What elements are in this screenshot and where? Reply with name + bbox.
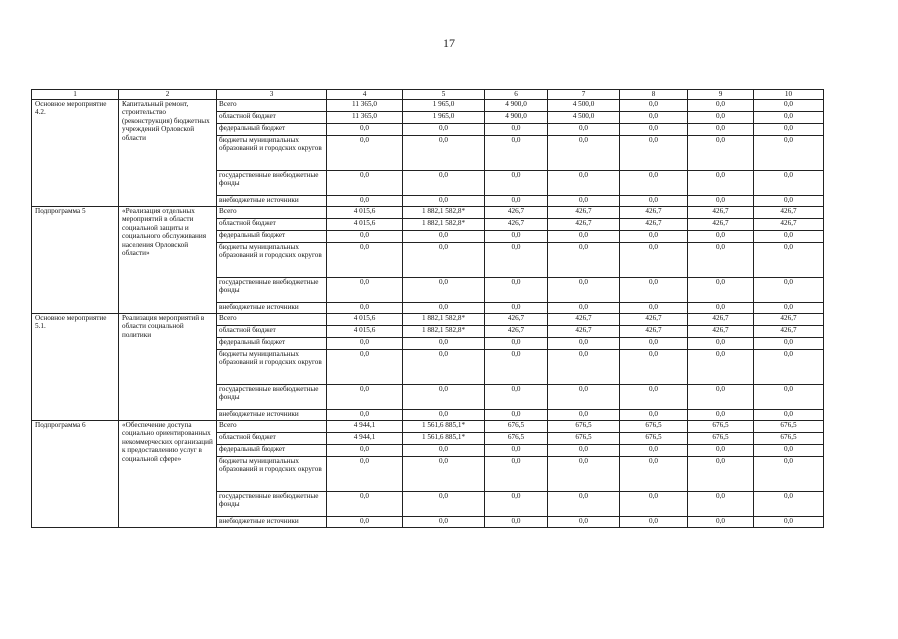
amount-cell: 1 882,1 582,8* [403,326,485,338]
amount-cell: 426,7 [548,326,620,338]
amount-cell: 0,0 [548,350,620,385]
table-row [32,421,824,433]
funding-source-cell: бюджеты муниципальных образований и городских округов [217,136,327,171]
column-number: 5 [403,90,485,100]
amount-cell: 0,0 [620,410,688,421]
amount-cell: 0,0 [688,338,754,350]
amount-cell: 0,0 [688,410,754,421]
amount-cell: 426,7 [620,314,688,326]
amount-cell: 0,0 [754,100,824,112]
amount-cell: 676,5 [754,421,824,433]
amount-cell: 426,7 [754,326,824,338]
column-number: 8 [620,90,688,100]
amount-cell: 0,0 [754,457,824,492]
amount-cell: 0,0 [327,231,403,243]
amount-cell: 0,0 [485,350,548,385]
amount-cell: 0,0 [620,100,688,112]
amount-cell: 0,0 [403,492,485,517]
amount-cell: 676,5 [548,433,620,445]
amount-cell: 426,7 [485,219,548,231]
amount-cell: 0,0 [620,445,688,457]
page-number: 17 [443,36,455,50]
amount-cell: 0,0 [327,385,403,410]
amount-cell: 0,0 [688,243,754,278]
amount-cell: 0,0 [620,278,688,303]
funding-source-cell: областной бюджет [217,219,327,231]
amount-cell: 0,0 [485,385,548,410]
amount-cell: 426,7 [754,314,824,326]
amount-cell: 676,5 [688,433,754,445]
funding-source-cell: Всего [217,314,327,326]
amount-cell: 0,0 [548,171,620,196]
funding-source-cell: Всего [217,100,327,112]
column-number: 7 [548,90,620,100]
amount-cell: 0,0 [403,196,485,207]
amount-cell: 0,0 [548,492,620,517]
funding-source-cell: федеральный бюджет [217,231,327,243]
funding-source-cell: федеральный бюджет [217,445,327,457]
amount-cell: 0,0 [485,457,548,492]
funding-source-cell: внебюджетные источники [217,517,327,528]
program-name-cell: Подпрограмма 6 [32,421,119,528]
amount-cell: 0,0 [548,243,620,278]
amount-cell: 676,5 [754,433,824,445]
amount-cell: 0,0 [688,350,754,385]
amount-cell: 426,7 [688,314,754,326]
amount-cell: 1 882,1 582,8* [403,314,485,326]
amount-cell: 0,0 [485,243,548,278]
amount-cell: 0,0 [403,457,485,492]
amount-cell: 0,0 [620,350,688,385]
amount-cell: 0,0 [548,517,620,528]
amount-cell: 0,0 [688,231,754,243]
column-number-row [32,90,824,100]
amount-cell: 4 015,6 [327,207,403,219]
amount-cell: 0,0 [754,517,824,528]
amount-cell: 0,0 [403,410,485,421]
amount-cell: 1 561,6 885,1* [403,433,485,445]
amount-cell: 0,0 [327,457,403,492]
amount-cell: 0,0 [620,517,688,528]
amount-cell: 11 365,0 [327,100,403,112]
amount-cell: 0,0 [403,517,485,528]
amount-cell: 0,0 [620,171,688,196]
amount-cell: 0,0 [754,136,824,171]
column-number: 4 [327,90,403,100]
program-title-cell: Реализация мероприятий в области социальной политики [119,314,217,421]
amount-cell: 0,0 [754,112,824,124]
amount-cell: 676,5 [620,433,688,445]
amount-cell: 0,0 [485,136,548,171]
amount-cell: 0,0 [403,136,485,171]
amount-cell: 0,0 [754,492,824,517]
amount-cell: 0,0 [548,303,620,314]
funding-source-cell: областной бюджет [217,326,327,338]
amount-cell: 0,0 [754,278,824,303]
amount-cell: 4 944,1 [327,421,403,433]
amount-cell: 0,0 [548,338,620,350]
funding-source-cell: государственные внебюджетные фонды [217,492,327,517]
amount-cell: 0,0 [327,350,403,385]
column-number: 10 [754,90,824,100]
funding-source-cell: государственные внебюджетные фонды [217,278,327,303]
amount-cell: 0,0 [485,278,548,303]
amount-cell: 0,0 [548,124,620,136]
amount-cell: 0,0 [485,196,548,207]
funding-source-cell: Всего [217,207,327,219]
amount-cell: 0,0 [403,303,485,314]
amount-cell: 0,0 [688,517,754,528]
amount-cell: 0,0 [754,171,824,196]
amount-cell: 676,5 [485,433,548,445]
amount-cell: 1 561,6 885,1* [403,421,485,433]
amount-cell: 0,0 [485,171,548,196]
amount-cell: 0,0 [327,196,403,207]
amount-cell: 0,0 [403,231,485,243]
amount-cell: 0,0 [485,517,548,528]
amount-cell: 0,0 [548,278,620,303]
amount-cell: 0,0 [688,492,754,517]
amount-cell: 0,0 [327,136,403,171]
amount-cell: 0,0 [620,243,688,278]
amount-cell: 4 944,1 [327,433,403,445]
amount-cell: 0,0 [754,338,824,350]
funding-source-cell: государственные внебюджетные фонды [217,385,327,410]
amount-cell: 4 500,0 [548,100,620,112]
amount-cell: 426,7 [548,314,620,326]
amount-cell: 4 015,6 [327,326,403,338]
program-title-cell: Капитальный ремонт, строительство (реконструкция) бюджетных учреждений Орловской области [119,100,217,207]
amount-cell: 4 015,6 [327,219,403,231]
amount-cell: 0,0 [485,410,548,421]
amount-cell: 676,5 [548,421,620,433]
amount-cell: 0,0 [620,385,688,410]
column-number: 2 [119,90,217,100]
program-name-cell: Основное мероприятие 4.2. [32,100,119,207]
column-number: 1 [32,90,119,100]
amount-cell: 426,7 [688,326,754,338]
funding-source-cell: внебюджетные источники [217,410,327,421]
amount-cell: 426,7 [548,219,620,231]
amount-cell: 0,0 [688,136,754,171]
amount-cell: 0,0 [620,136,688,171]
amount-cell: 0,0 [548,410,620,421]
table-row [32,207,824,219]
amount-cell: 0,0 [327,243,403,278]
amount-cell: 0,0 [688,100,754,112]
amount-cell: 0,0 [327,171,403,196]
amount-cell: 0,0 [688,124,754,136]
amount-cell: 0,0 [754,196,824,207]
amount-cell: 426,7 [548,207,620,219]
amount-cell: 0,0 [754,124,824,136]
amount-cell: 4 015,6 [327,314,403,326]
amount-cell: 676,5 [620,421,688,433]
amount-cell: 0,0 [620,338,688,350]
amount-cell: 0,0 [327,124,403,136]
program-title-cell: «Реализация отдельных мероприятий в области социальной защиты и социального обслуживания населения Орловской области» [119,207,217,314]
amount-cell: 0,0 [548,385,620,410]
program-name-cell: Основное мероприятие 5.1. [32,314,119,421]
amount-cell: 0,0 [485,492,548,517]
amount-cell: 0,0 [620,303,688,314]
amount-cell: 0,0 [485,124,548,136]
amount-cell: 0,0 [327,278,403,303]
amount-cell: 0,0 [754,445,824,457]
funding-source-cell: Всего [217,421,327,433]
amount-cell: 0,0 [688,278,754,303]
amount-cell: 0,0 [620,457,688,492]
amount-cell: 1 965,0 [403,100,485,112]
funding-source-cell: внебюджетные источники [217,303,327,314]
amount-cell: 0,0 [754,385,824,410]
amount-cell: 0,0 [548,231,620,243]
amount-cell: 0,0 [754,303,824,314]
amount-cell: 0,0 [403,124,485,136]
amount-cell: 0,0 [403,385,485,410]
amount-cell: 0,0 [688,303,754,314]
amount-cell: 426,7 [485,207,548,219]
amount-cell: 0,0 [327,517,403,528]
column-number: 6 [485,90,548,100]
amount-cell: 0,0 [754,410,824,421]
amount-cell: 0,0 [688,196,754,207]
amount-cell: 0,0 [485,338,548,350]
amount-cell: 426,7 [485,326,548,338]
amount-cell: 0,0 [403,243,485,278]
amount-cell: 0,0 [620,492,688,517]
amount-cell: 426,7 [688,219,754,231]
column-number: 9 [688,90,754,100]
amount-cell: 676,5 [688,421,754,433]
amount-cell: 0,0 [327,338,403,350]
amount-cell: 426,7 [620,326,688,338]
table-row [32,100,824,112]
program-title-cell: «Обеспечение доступа социально ориентированных некоммерческих организаций к предоставлению услуг в социальной сфере» [119,421,217,528]
amount-cell: 426,7 [754,219,824,231]
amount-cell: 1 882,1 582,8* [403,207,485,219]
amount-cell: 4 900,0 [485,100,548,112]
column-number: 3 [217,90,327,100]
budget-table [31,89,824,528]
amount-cell: 0,0 [688,457,754,492]
amount-cell: 0,0 [403,350,485,385]
amount-cell: 0,0 [754,350,824,385]
amount-cell: 4 900,0 [485,112,548,124]
amount-cell: 0,0 [688,445,754,457]
amount-cell: 426,7 [620,219,688,231]
program-name-cell: Подпрограмма 5 [32,207,119,314]
funding-source-cell: государственные внебюджетные фонды [217,171,327,196]
amount-cell: 0,0 [485,445,548,457]
table-row [32,314,824,326]
amount-cell: 0,0 [688,112,754,124]
amount-cell: 0,0 [620,231,688,243]
amount-cell: 0,0 [403,171,485,196]
funding-source-cell: федеральный бюджет [217,338,327,350]
amount-cell: 0,0 [327,492,403,517]
amount-cell: 1 882,1 582,8* [403,219,485,231]
funding-source-cell: внебюджетные источники [217,196,327,207]
amount-cell: 0,0 [620,112,688,124]
amount-cell: 4 500,0 [548,112,620,124]
amount-cell: 1 965,0 [403,112,485,124]
amount-cell: 0,0 [688,385,754,410]
amount-cell: 0,0 [327,445,403,457]
amount-cell: 0,0 [754,231,824,243]
amount-cell: 0,0 [548,457,620,492]
amount-cell: 426,7 [485,314,548,326]
amount-cell: 0,0 [327,303,403,314]
amount-cell: 0,0 [327,410,403,421]
amount-cell: 0,0 [688,171,754,196]
amount-cell: 676,5 [485,421,548,433]
amount-cell: 0,0 [403,338,485,350]
funding-source-cell: федеральный бюджет [217,124,327,136]
amount-cell: 426,7 [754,207,824,219]
amount-cell: 0,0 [620,124,688,136]
amount-cell: 0,0 [403,445,485,457]
funding-source-cell: областной бюджет [217,433,327,445]
amount-cell: 11 365,0 [327,112,403,124]
amount-cell: 0,0 [754,243,824,278]
amount-cell: 0,0 [620,196,688,207]
funding-source-cell: бюджеты муниципальных образований и городских округов [217,243,327,278]
amount-cell: 426,7 [688,207,754,219]
amount-cell: 0,0 [403,278,485,303]
amount-cell: 0,0 [485,303,548,314]
amount-cell: 0,0 [548,445,620,457]
amount-cell: 426,7 [620,207,688,219]
amount-cell: 0,0 [485,231,548,243]
funding-source-cell: бюджеты муниципальных образований и городских округов [217,457,327,492]
funding-source-cell: бюджеты муниципальных образований и городских округов [217,350,327,385]
amount-cell: 0,0 [548,196,620,207]
funding-source-cell: областной бюджет [217,112,327,124]
amount-cell: 0,0 [548,136,620,171]
